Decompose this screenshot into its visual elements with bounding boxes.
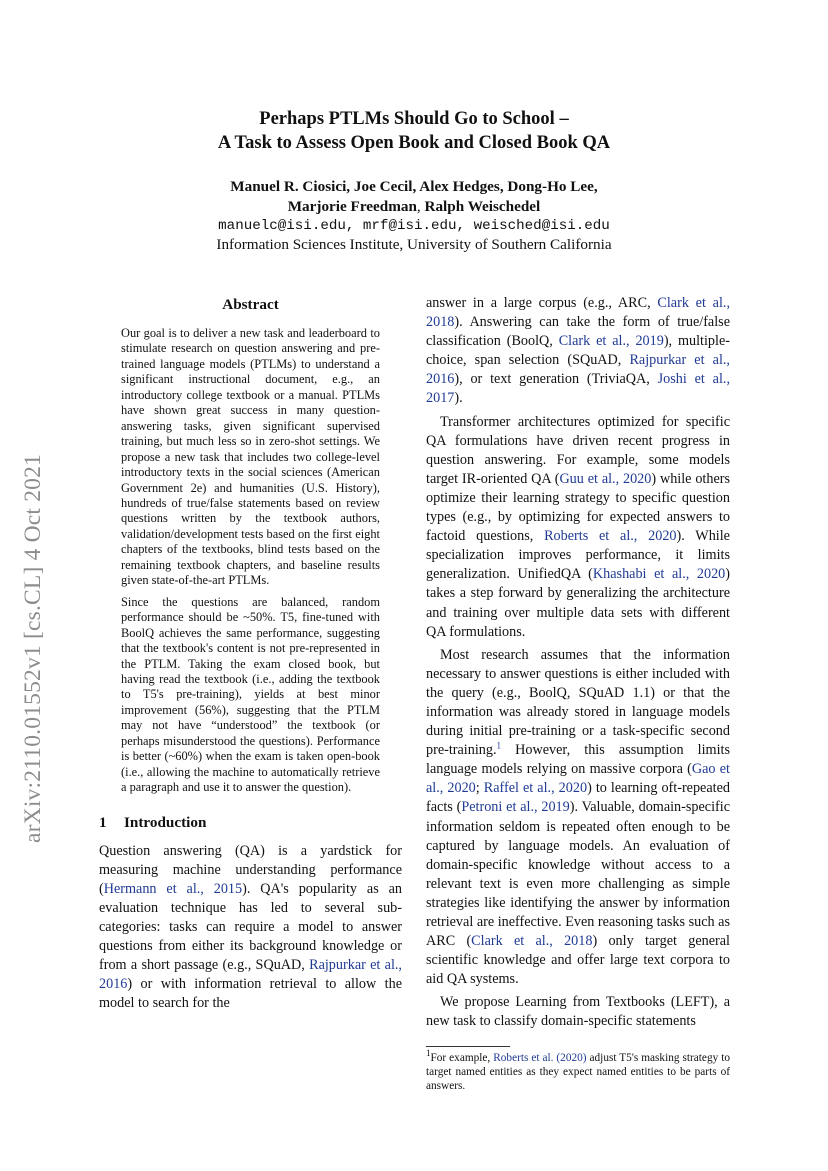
text-run: adjust T5's masking strategy to target named entities as they expect named entities to be parts of answers. — [426, 1051, 730, 1092]
citation-link[interactable]: Rajpurkar et al., 2016 — [426, 352, 730, 388]
intro-paragraph-1 — [99, 842, 402, 1014]
text-run: However, this assumption limits language models relying on massive corpora ( — [426, 742, 730, 778]
body-paragraph-1 — [426, 294, 730, 409]
left-column — [99, 295, 402, 1013]
text-run: ), multiple-choice, span selection (SQuAD, — [426, 333, 730, 369]
text-run: ). Answering can take the form of true/false classification (BoolQ, — [426, 314, 730, 350]
text-run: ) while others optimize their learning strategy to specific question types (e.g., by optimizing for expected answers to factoid questions, — [426, 470, 730, 545]
citation-link[interactable]: Roberts et al., 2020 — [544, 528, 677, 545]
text-run: answer in a large corpus (e.g., ARC, — [426, 295, 658, 311]
text-run: ; — [475, 780, 484, 797]
author-list — [0, 177, 828, 217]
footnote — [426, 1047, 730, 1094]
footnote-number: 1 — [426, 1047, 431, 1058]
abstract-heading: Abstract — [222, 296, 279, 313]
text-run: ) or with information retrieval to allow the model to search for the — [99, 976, 402, 1012]
citation-link[interactable]: Clark et al., 2018 — [471, 933, 593, 950]
citation-link[interactable]: Guu et al., 2020 — [559, 470, 652, 487]
citation-link[interactable]: Petroni et al., 2019 — [461, 799, 570, 816]
authors-line-2 — [0, 197, 828, 217]
text-run: For example, — [430, 1051, 494, 1064]
paper-title — [0, 107, 828, 155]
citation-link[interactable]: Roberts et al. (2020) — [493, 1051, 587, 1064]
citation-link[interactable]: Hermann et al., 2015 — [103, 880, 243, 897]
author-weischedel: Ralph Weischedel — [424, 198, 541, 215]
text-run: ). While specialization improves performance, it limits generalization. UnifiedQA ( — [426, 528, 730, 583]
right-column — [426, 294, 730, 1093]
text-run: ) only target general scientific knowledge and offer large text corpora to aid QA systems. — [426, 933, 730, 988]
citation-link[interactable]: Clark et al., 2018 — [426, 295, 731, 331]
footnote-divider — [426, 1046, 510, 1047]
body-paragraph-4: We propose Learning from Textbooks (LEFT), a new task to classify domain-specific statements — [426, 994, 730, 1030]
section-title: Introduction — [124, 813, 207, 831]
text-run: ) takes a step forward by generalizing the architecture and training over multiple data sets with different QA formulations. — [426, 566, 731, 640]
text-run: ). Valuable, domain-specific information seldom is repeated often enough to be captured by language models. An evaluation of domain-specific knowledge without access to a relevant text is even more challenging as simple strategies like identifying the answer by information retrieval are ineffective. Even reasoning tasks such as ARC ( — [426, 799, 730, 950]
section-heading-introduction — [99, 813, 402, 833]
author-affiliation: Information Sciences Institute, University of Southern California — [216, 236, 612, 253]
abstract-paragraph-1: Our goal is to deliver a new task and leaderboard to stimulate research on question answering and pre-trained language models (PTLMs) to understand a significant instructional document, e.g., an introductory college textbook or a manual. PTLMs have shown great success in many question-answering tasks, given significant supervised training, but much less so in zero-shot settings. We propose a new task that includes two college-level introductory texts in the social sciences (American Government 2e) and humanities (U.S. History), hundreds of true/false statements based on review questions written by the textbook authors, validation/development tests based on the first eight chapters of the textbooks, blind tests based on the remaining textbook chapters, and baseline results given state-of-the-art PTLMs. — [121, 326, 380, 588]
text-run: ), or text generation (TriviaQA, — [454, 371, 658, 388]
abstract-paragraph-2: Since the questions are balanced, random performance should be ~50%. T5, fine-tuned with BoolQ achieves the same performance, suggesting that the textbook's content is not pre-represented in the PTLM. Taking the exam closed book, but having read the textbook (i.e., adding the textbook to T5's pre-training), yields at best minor improvement (56%), suggesting that the PTLM may not have “understood” the textbook (or perhaps misunderstood the questions). Performance is better (~60%) when the exam is taken open-book (i.e., allowing the machine to automatically retrieve a paragraph and use it to answer the question). — [121, 594, 380, 795]
authors-line-1: Manuel R. Ciosici, Joe Cecil, Alex Hedges, Dong-Ho Lee, — [230, 178, 598, 195]
citation-link[interactable]: Joshi et al., 2017 — [426, 371, 730, 407]
citation-link[interactable]: Raffel et al., 2020 — [483, 780, 588, 797]
text-run: Question answering (QA) is a yardstick for measuring machine understanding performance ( — [99, 842, 402, 897]
text-run: ) to learning oft-repeated facts ( — [426, 780, 730, 816]
footnote-marker[interactable]: 1 — [496, 740, 502, 751]
section-number: 1 — [99, 813, 107, 831]
citation-link[interactable]: Gao et al., 2020 — [426, 761, 730, 797]
citation-link[interactable]: Khashabi et al., 2020 — [592, 566, 726, 583]
title-line-1: Perhaps PTLMs Should Go to School – — [259, 109, 569, 129]
citation-link[interactable]: Clark et al., 2019 — [558, 333, 664, 350]
text-run: Most research assumes that the information necessary to answer questions is either included with the query (e.g., BoolQ, SQuAD 1.1) or that the information was already stored in language models during initial pre-training or a task-specific second pre-training. — [426, 646, 730, 759]
author-freedman: Marjorie Freedman — [287, 198, 417, 215]
author-separator: , — [416, 198, 425, 215]
text-run: Transformer architectures optimized for specific QA formulations have driven recent progress in question answering. For example, some models target IR-oriented QA ( — [426, 413, 730, 487]
citation-link[interactable]: Rajpurkar et al., 2016 — [99, 957, 402, 993]
arxiv-stamp: arXiv:2110.01552v1 [cs.CL] 4 Oct 2021 — [20, 454, 46, 843]
title-line-2: A Task to Assess Open Book and Closed Book QA — [217, 133, 611, 153]
text-run: ). QA's popularity as an evaluation technique has led to several sub-categories: tasks can require a model to answer questions from either its background knowledge or from a short passage (e.g., SQuAD, — [99, 880, 402, 974]
text-run: ). — [454, 390, 463, 407]
body-paragraph-3 — [426, 646, 730, 990]
body-paragraph-2 — [426, 413, 730, 642]
author-emails: manuelc@isi.edu, mrf@isi.edu, weisched@isi.edu — [218, 218, 610, 234]
